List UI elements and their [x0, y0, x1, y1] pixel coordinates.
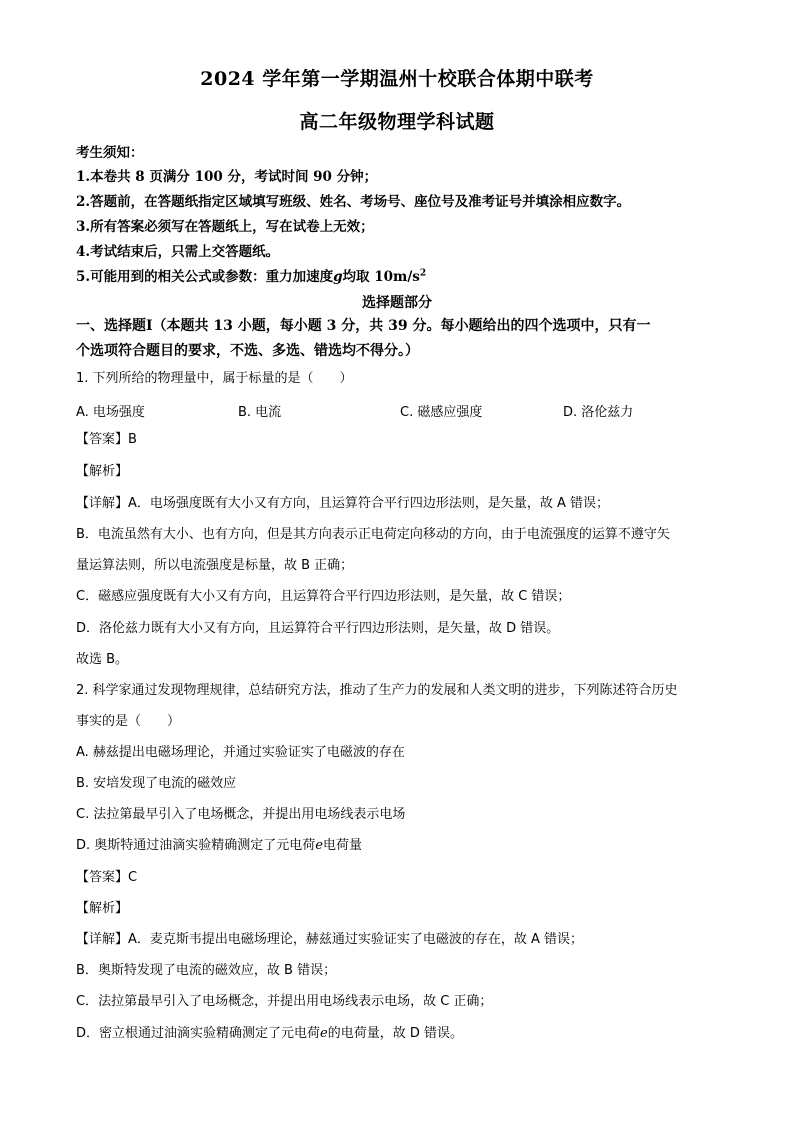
- q2-detail-4-suffix: 的电荷量，故 D 错误。: [327, 1026, 463, 1041]
- q1-option-a: A. 电场强度: [76, 405, 145, 420]
- q1-detail-2: B．电流虽然有大小、也有方向，但是其方向表示正电荷定向移动的方向，由于电流强度的运算不遵守矢: [76, 527, 670, 542]
- q2-analysis-label: 【解析】: [76, 901, 129, 916]
- notice-heading: 考生须知：: [76, 145, 144, 161]
- exam-title: 2024 学年第一学期温州十校联合体期中联考: [200, 68, 594, 90]
- notice-item-4: 4.考试结束后，只需上交答题纸。: [76, 244, 280, 260]
- q2-option-a: A. 赫兹提出电磁场理论，并通过实验证实了电磁波的存在: [76, 745, 405, 760]
- q2-stem-line-1: 2. 科学家通过发现物理规律，总结研究方法，推动了生产力的发展和人类文明的进步，下列陈述符合历史: [76, 683, 678, 698]
- charge-symbol: e: [315, 838, 323, 853]
- q1-option-c: C. 磁感应强度: [400, 405, 483, 420]
- q1-analysis-label: 【解析】: [76, 464, 129, 479]
- q2-detail-4: [76, 1025, 463, 1043]
- notice-item-5-suffix: 均取 10m/s: [342, 269, 420, 285]
- charge-symbol-detail: e: [320, 1026, 328, 1041]
- q2-detail-2: B．奥斯特发现了电流的磁效应，故 B 错误；: [76, 963, 337, 978]
- q2-answer: 【答案】C: [76, 870, 138, 885]
- section-intro-line-1: 一、选择题Ⅰ（本题共 13 小题，每小题 3 分，共 39 分。每小题给出的四个选项中，只有一: [76, 318, 651, 334]
- q1-option-b: B. 电流: [238, 405, 282, 420]
- q2-detail-3: C．法拉第最早引入了电场概念，并提出用电场线表示电场，故 C 正确；: [76, 994, 493, 1009]
- q1-option-d: D. 洛伦兹力: [563, 405, 634, 420]
- section-intro-line-2: 个选项符合题目的要求，不选、多选、错选均不得分。）: [76, 343, 419, 359]
- q2-stem-line-2: 事实的是（ ）: [76, 714, 181, 729]
- q1-detail-1: 【详解】A．电场强度既有大小又有方向，且运算符合平行四边形法则，是矢量，故 A 错误；: [76, 496, 610, 511]
- exam-subtitle: 高二年级物理学科试题: [299, 111, 495, 133]
- notice-item-2: 2.答题前，在答题纸指定区域填写班级、姓名、考场号、座位号及准考证号并填涂相应数字。: [76, 194, 631, 210]
- q1-detail-5: D．洛伦兹力既有大小又有方向，且运算符合平行四边形法则，是矢量，故 D 错误。: [76, 621, 560, 636]
- gravity-symbol: g: [333, 269, 343, 285]
- q1-stem: 1. 下列所给的物理量中，属于标量的是（ ）: [76, 371, 353, 386]
- notice-item-5-exponent: 2: [419, 268, 427, 279]
- notice-item-1: 1.本卷共 8 页满分 100 分，考试时间 90 分钟；: [76, 169, 378, 185]
- q2-option-c: C. 法拉第最早引入了电场概念，并提出用电场线表示电场: [76, 807, 406, 822]
- q2-option-d: [76, 837, 362, 855]
- section-title: 选择题部分: [362, 295, 432, 311]
- q2-option-b: B. 安培发现了电流的磁效应: [76, 776, 237, 791]
- q2-option-d-suffix: 电荷量: [322, 838, 362, 853]
- q2-detail-1: 【详解】A．麦克斯韦提出电磁场理论，赫兹通过实验证实了电磁波的存在，故 A 错误；: [76, 932, 584, 947]
- notice-item-5: [76, 268, 426, 286]
- q2-option-d-prefix: D. 奥斯特通过油滴实验精确测定了元电荷: [76, 838, 316, 853]
- q1-answer: 【答案】B: [76, 432, 137, 447]
- q2-detail-4-prefix: D．密立根通过油滴实验精确测定了元电荷: [76, 1026, 321, 1041]
- notice-item-3: 3.所有答案必须写在答题纸上，写在试卷上无效；: [76, 219, 374, 235]
- q1-detail-4: C．磁感应强度既有大小又有方向，且运算符合平行四边形法则，是矢量，故 C 错误；: [76, 589, 571, 604]
- notice-item-5-prefix: 5.可能用到的相关公式或参数：重力加速度: [76, 269, 334, 285]
- q1-detail-6: 故选 B。: [76, 652, 129, 667]
- q1-detail-3: 量运算法则，所以电流强度是标量，故 B 正确；: [76, 558, 354, 573]
